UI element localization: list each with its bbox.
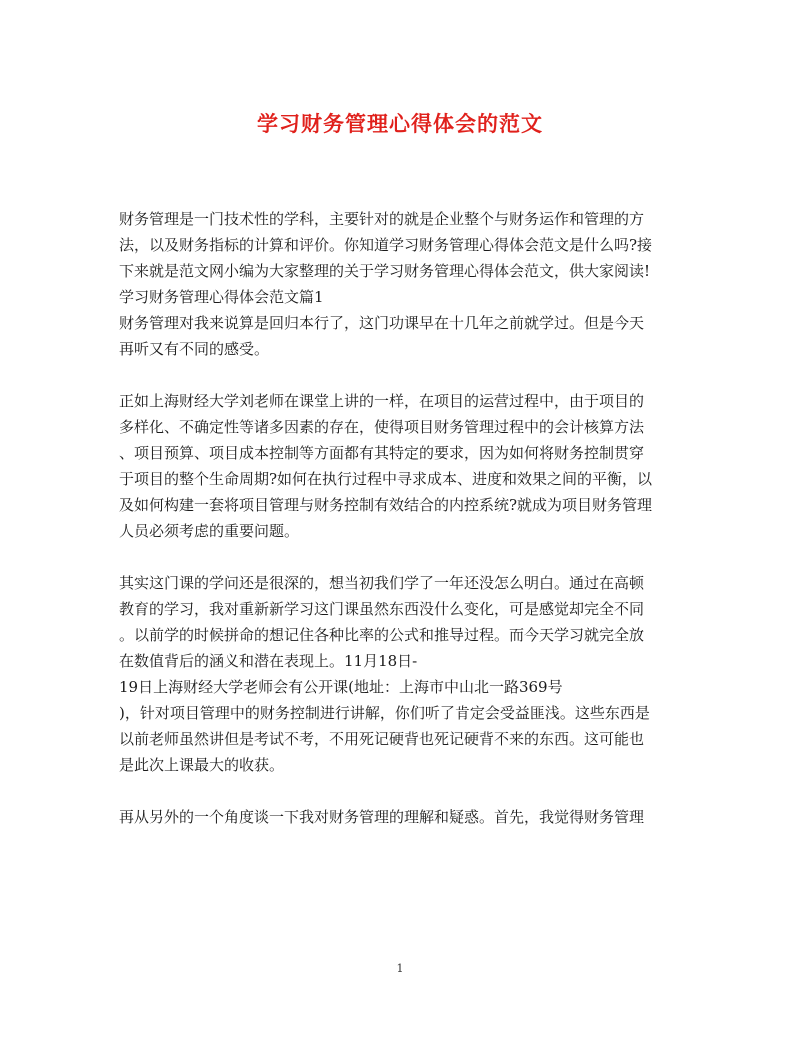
text-line: 、项目预算、项目成本控制等方面都有其特定的要求，因为如何将财务控制贯穿 [119,444,645,462]
text-line: 是此次上课最大的收获。 [119,756,285,774]
page-title: 学习财务管理心得体会的范文 [257,111,543,136]
text-line: 其实这门课的学问还是很深的，想当初我们学了一年还没怎么明白。通过在高顿 [119,574,645,592]
text-line: 法，以及财务指标的计算和评价。你知道学习财务管理心得体会范文是什么吗?接 [119,236,653,254]
text-line: 及如何构建一套将项目管理与财务控制有效结合的内控系统?就成为项目财务管理 [119,496,653,514]
text-line: )，针对项目管理中的财务控制进行讲解，你们听了肯定会受益匪浅。这些东西是 [119,704,650,722]
text-line: 学习财务管理心得体会范文篇1 [119,288,324,306]
text-line: 人员必须考虑的重要问题。 [119,522,300,540]
text-line: 。以前学的时候拼命的想记住各种比率的公式和推导过程。而今天学习就完全放 [119,626,645,644]
text-line: 再听又有不同的感受。 [119,340,270,358]
text-line: 在数值背后的涵义和潜在表现上。11月18日- [119,652,418,670]
paragraph-gap [119,544,685,570]
text-line: 教育的学习，我对重新新学习这门课虽然东西没什么变化，可是感觉却完全不同 [119,600,645,618]
paragraph-gap [119,362,685,388]
paragraph-gap [119,778,685,804]
text-line: 正如上海财经大学刘老师在课堂上讲的一样，在项目的运营过程中，由于项目的 [119,392,645,410]
page-number: 1 [396,962,404,975]
text-line: 再从另外的一个角度谈一下我对财务管理的理解和疑惑。首先，我觉得财务管理 [119,808,645,826]
text-line: 财务管理是一门技术性的学科，主要针对的就是企业整个与财务运作和管理的方 [119,210,645,228]
document-body [119,206,685,830]
text-line: 19日上海财经大学老师会有公开课(地址：上海市中山北一路369号 [119,678,563,696]
text-line: 以前老师虽然讲但是考试不考，不用死记硬背也死记硬背不来的东西。这可能也 [119,730,645,748]
text-line: 下来就是范文网小编为大家整理的关于学习财务管理心得体会范文，供大家阅读! [119,262,651,280]
text-line: 多样化、不确定性等诸多因素的存在，使得项目财务管理过程中的会计核算方法 [119,418,645,436]
text-line: 财务管理对我来说算是回归本行了，这门功课早在十几年之前就学过。但是今天 [119,314,645,332]
text-line: 于项目的整个生命周期?如何在执行过程中寻求成本、进度和效果之间的平衡，以 [119,470,653,488]
